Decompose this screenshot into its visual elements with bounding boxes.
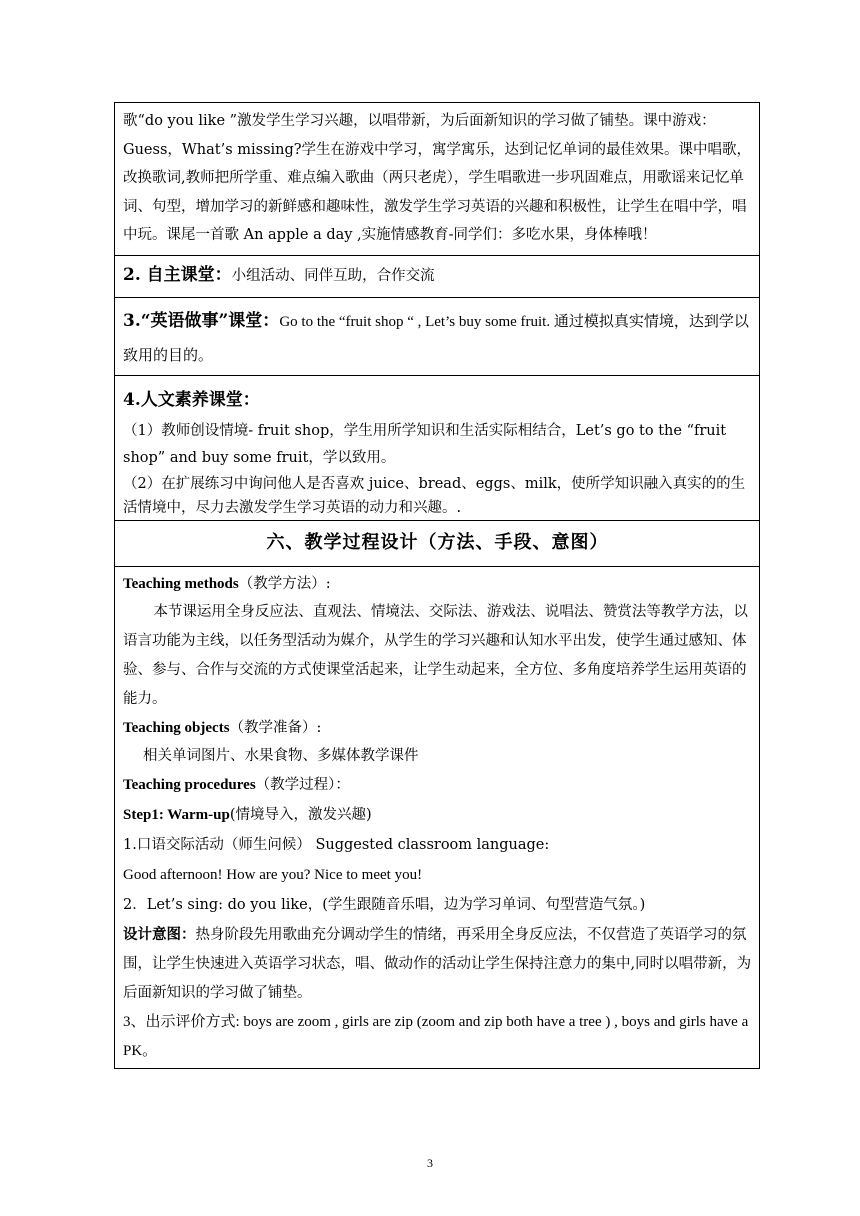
section1-cell (115, 103, 760, 256)
section2-text: 小组活动、同伴互助，合作交流 (231, 267, 435, 284)
section4-item1: （1）教师创设情境- fruit shop，学生用所学知识和生活实际相结合，Let’s go to the “fruit shop” and buy some fruit，学以致用。 (123, 422, 727, 466)
section3-label: 3.“英语做事”课堂： (123, 310, 280, 331)
section6-title: 六、教学过程设计（方法、手段、意图） (266, 531, 609, 553)
table-row (115, 103, 760, 256)
section2-cell (115, 255, 760, 297)
table-row (115, 375, 760, 520)
step1-line3: 2．Let’s sing: do you like，(学生跟随音乐唱，边为学习单词、句型营造气氛。) (123, 896, 646, 913)
methods-heading (123, 570, 752, 598)
objects-text: 相关单词图片、水果食物、多媒体教学课件 (143, 747, 419, 764)
procedures-heading (123, 770, 752, 800)
section2-label: 2. 自主课堂： (123, 264, 232, 285)
objects-label: Teaching objects (123, 719, 230, 736)
section3-text: Go to the “fruit shop “ , Let’s buy some fruit. 通过模拟真实情境，达到学以致用的目的。 (123, 313, 749, 364)
step1-heading (123, 800, 752, 830)
objects-label-cn: （教学准备）: (229, 719, 322, 736)
table-row (115, 520, 760, 566)
section6-cell (115, 520, 760, 566)
section4-label: 4.人文素养课堂： (123, 389, 260, 410)
methods-text: 本节课运用全身反应法、直观法、情境法、交际法、游戏法、说唱法、赞赏法等教学方法，以语言功能为主线，以任务型活动为媒介，从学生的学习兴趣和认知水平出发，使学生通过感知、体验、参与、合作与交流的方式使课堂活起来，让学生动起来，全方位、多角度培养学生运用英语的能力。 (123, 603, 748, 707)
intent-text: 热身阶段先用歌曲充分调动学生的情绪，再采用全身反应法，不仅营造了英语学习的氛围，让学生快速进入英语学习状态，唱、做动作的活动让学生保持注意力的集中,同时以唱带新，为后面新知识的学习做了铺垫。 (123, 926, 752, 1001)
section4-cell (115, 375, 760, 520)
step1-label: Step1: Warm-up (123, 806, 230, 823)
table-row (115, 255, 760, 297)
step1-label-cn: (情境导入，激发兴趣) (229, 806, 372, 823)
process-cell (115, 566, 760, 1068)
methods-label: Teaching methods (123, 575, 239, 592)
table-row (115, 566, 760, 1068)
table-row (115, 297, 760, 375)
procedures-label: Teaching procedures (123, 776, 256, 793)
procedures-label-cn: （教学过程）： (255, 776, 350, 793)
step1-line1: 1.口语交际活动（师生问候） Suggested classroom language: (123, 836, 550, 853)
section4-item2: （2）在扩展练习中询问他人是否喜欢 juice、bread、eggs、milk，使所学知识融入真实的的生活情境中，尽力去激发学生学习英语的动力和兴趣。. (123, 475, 746, 516)
objects-heading (123, 714, 752, 742)
section3-cell (115, 297, 760, 375)
step1-intent (123, 920, 752, 1008)
intent-label: 设计意图： (123, 925, 196, 943)
methods-label-cn: （教学方法）: (238, 575, 331, 592)
page-number: 3 (427, 1156, 433, 1170)
section1-text: 歌“do you like ”激发学生学习兴趣，以唱带新，为后面新知识的学习做了铺垫。课中游戏：Guess，What’s missing?学生在游戏中学习，寓学寓乐，达到记忆单词的最佳效果。课中唱歌，改换歌词,教师把所学重、难点编入歌曲（两只老虎），学生唱歌进一步巩固难点，用歌谣来记忆单词、句型，增加学习的新鲜感和趣味性，激发学生学习英语的兴趣和积极性，让学生在唱中学，唱中玩。课尾一首歌 An apple a day ,实施情感教育-同学们：多吃水果，身体棒哦！ (123, 113, 752, 243)
step1-line4: 3、出示评价方式: boys are zoom , girls are zip (zoom and zip both have a tree ) , boys and girls have a PK。 (123, 1013, 749, 1059)
step1-line2: Good afternoon! How are you? Nice to meet you! (123, 866, 423, 883)
lesson-plan-table (114, 102, 760, 1069)
